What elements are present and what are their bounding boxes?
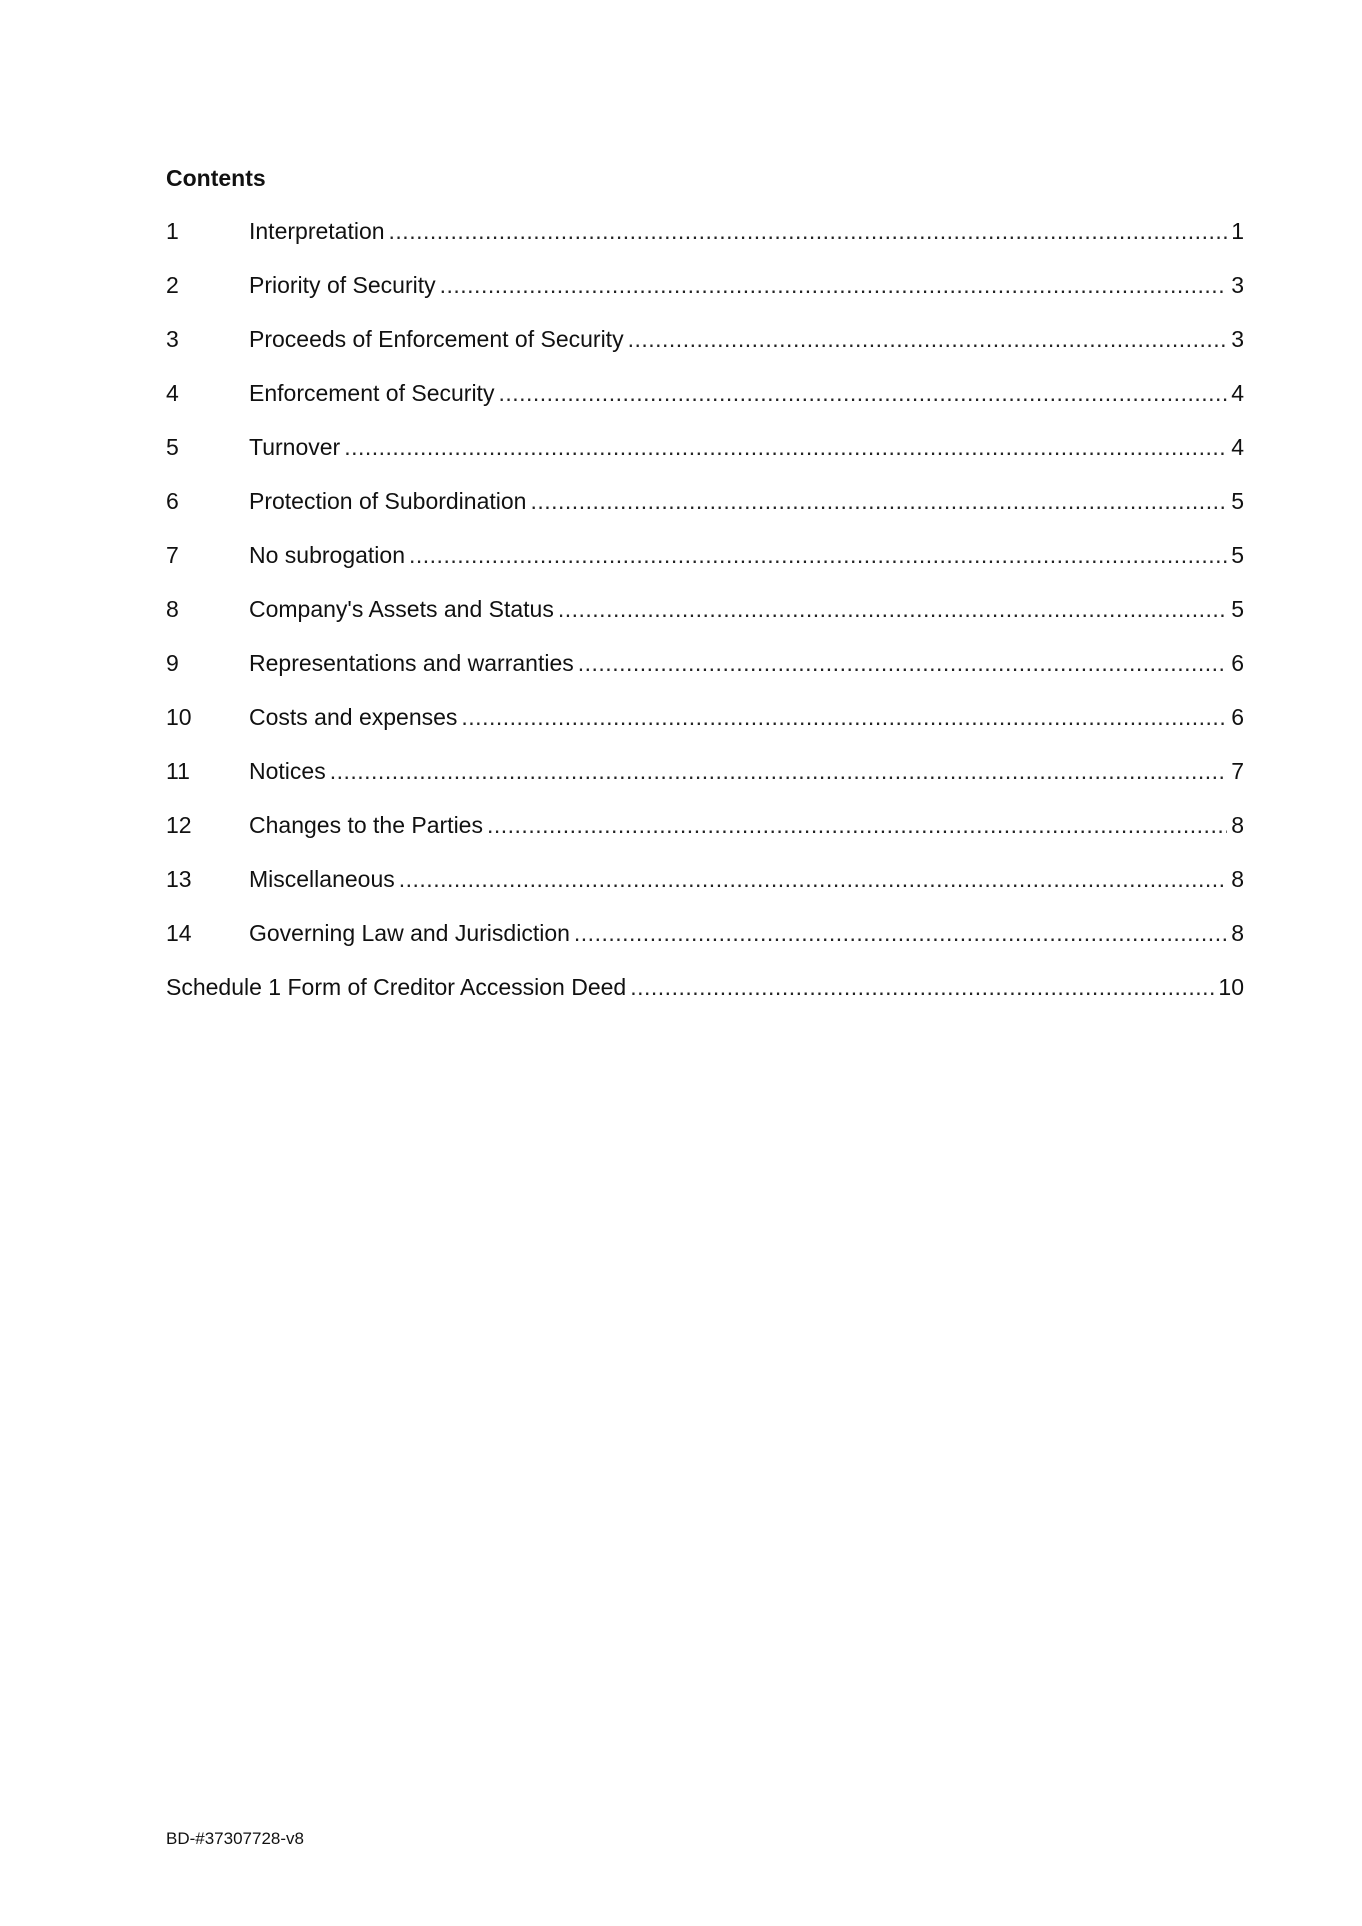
toc-entry[interactable] <box>166 702 1244 756</box>
dot-leader <box>399 864 1227 894</box>
toc-entry[interactable] <box>166 486 1244 540</box>
toc-entry-number: 13 <box>166 866 192 892</box>
dot-leader <box>574 918 1227 948</box>
toc-entry[interactable] <box>166 270 1244 324</box>
toc-entry-title: Proceeds of Enforcement of Security <box>249 326 624 352</box>
toc-entry-title: Representations and warranties <box>249 650 574 676</box>
contents-heading: Contents <box>166 165 266 191</box>
dot-leader <box>628 324 1228 354</box>
toc-entry[interactable] <box>166 918 1244 972</box>
toc-entry-title: Miscellaneous <box>249 866 395 892</box>
dot-leader <box>461 702 1227 732</box>
toc-entry-number: 10 <box>166 704 192 730</box>
toc-entry[interactable] <box>166 810 1244 864</box>
toc-entry-page: 7 <box>1231 758 1244 784</box>
toc-entry-page: 4 <box>1231 380 1244 406</box>
dot-leader <box>487 810 1227 840</box>
dot-leader <box>530 486 1227 516</box>
dot-leader <box>440 270 1228 300</box>
toc-entry-number: 5 <box>166 434 179 460</box>
toc-entry-number: 11 <box>166 758 190 784</box>
toc-entry-page: 8 <box>1231 812 1244 838</box>
toc-entry-page: 1 <box>1231 218 1244 244</box>
toc-entry-number: 7 <box>166 542 179 568</box>
toc-entry-title: Turnover <box>249 434 341 460</box>
toc-entry-page: 8 <box>1231 866 1244 892</box>
toc-entry[interactable] <box>166 864 1244 918</box>
dot-leader <box>344 432 1227 462</box>
toc-schedule-title: Schedule 1 Form of Creditor Accession Deed <box>166 974 627 1000</box>
toc-entry-number: 12 <box>166 812 192 838</box>
toc-entry-number: 4 <box>166 380 179 406</box>
document-reference: BD-#37307728-v8 <box>166 1829 304 1848</box>
toc-schedule-page: 10 <box>1218 974 1244 1000</box>
toc-entry-title: Company's Assets and Status <box>249 596 554 622</box>
toc-entry-page: 8 <box>1231 920 1244 946</box>
toc-entry-title: Priority of Security <box>249 272 436 298</box>
dot-leader <box>578 648 1227 678</box>
toc-entry-title: Interpretation <box>249 218 385 244</box>
toc-entry[interactable] <box>166 432 1244 486</box>
toc-entry[interactable] <box>166 648 1244 702</box>
toc-entry-title: Costs and expenses <box>249 704 458 730</box>
dot-leader <box>558 594 1227 624</box>
dot-leader <box>630 972 1214 1002</box>
toc-entry-number: 8 <box>166 596 179 622</box>
toc-entry-page: 5 <box>1231 542 1244 568</box>
dot-leader <box>389 216 1228 246</box>
toc-entry[interactable] <box>166 216 1244 270</box>
dot-leader <box>330 756 1228 786</box>
toc-entry-page: 6 <box>1231 650 1244 676</box>
toc-entry-number: 2 <box>166 272 179 298</box>
toc-entry-number: 14 <box>166 920 192 946</box>
toc-entry-title: Governing Law and Jurisdiction <box>249 920 570 946</box>
toc-entry-number: 6 <box>166 488 179 514</box>
toc-entry[interactable] <box>166 756 1244 810</box>
toc-entry-title: Changes to the Parties <box>249 812 483 838</box>
toc-entry-page: 3 <box>1231 272 1244 298</box>
toc-entry[interactable] <box>166 594 1244 648</box>
toc-entry-number: 1 <box>166 218 179 244</box>
toc-entry-title: No subrogation <box>249 542 405 568</box>
toc-entry-title: Enforcement of Security <box>249 380 495 406</box>
toc-entry-number: 3 <box>166 326 179 352</box>
table-of-contents <box>166 216 1244 1026</box>
toc-entry-page: 5 <box>1231 596 1244 622</box>
toc-entry[interactable] <box>166 378 1244 432</box>
toc-entry-page: 3 <box>1231 326 1244 352</box>
toc-schedule-entry[interactable] <box>166 972 1244 1026</box>
dot-leader <box>409 540 1227 570</box>
toc-entry-page: 6 <box>1231 704 1244 730</box>
toc-entry-title: Protection of Subordination <box>249 488 527 514</box>
toc-entry-title: Notices <box>249 758 326 784</box>
toc-entry-page: 4 <box>1231 434 1244 460</box>
toc-entry[interactable] <box>166 324 1244 378</box>
toc-entry-number: 9 <box>166 650 179 676</box>
toc-entry[interactable] <box>166 540 1244 594</box>
toc-entry-page: 5 <box>1231 488 1244 514</box>
dot-leader <box>498 378 1227 408</box>
